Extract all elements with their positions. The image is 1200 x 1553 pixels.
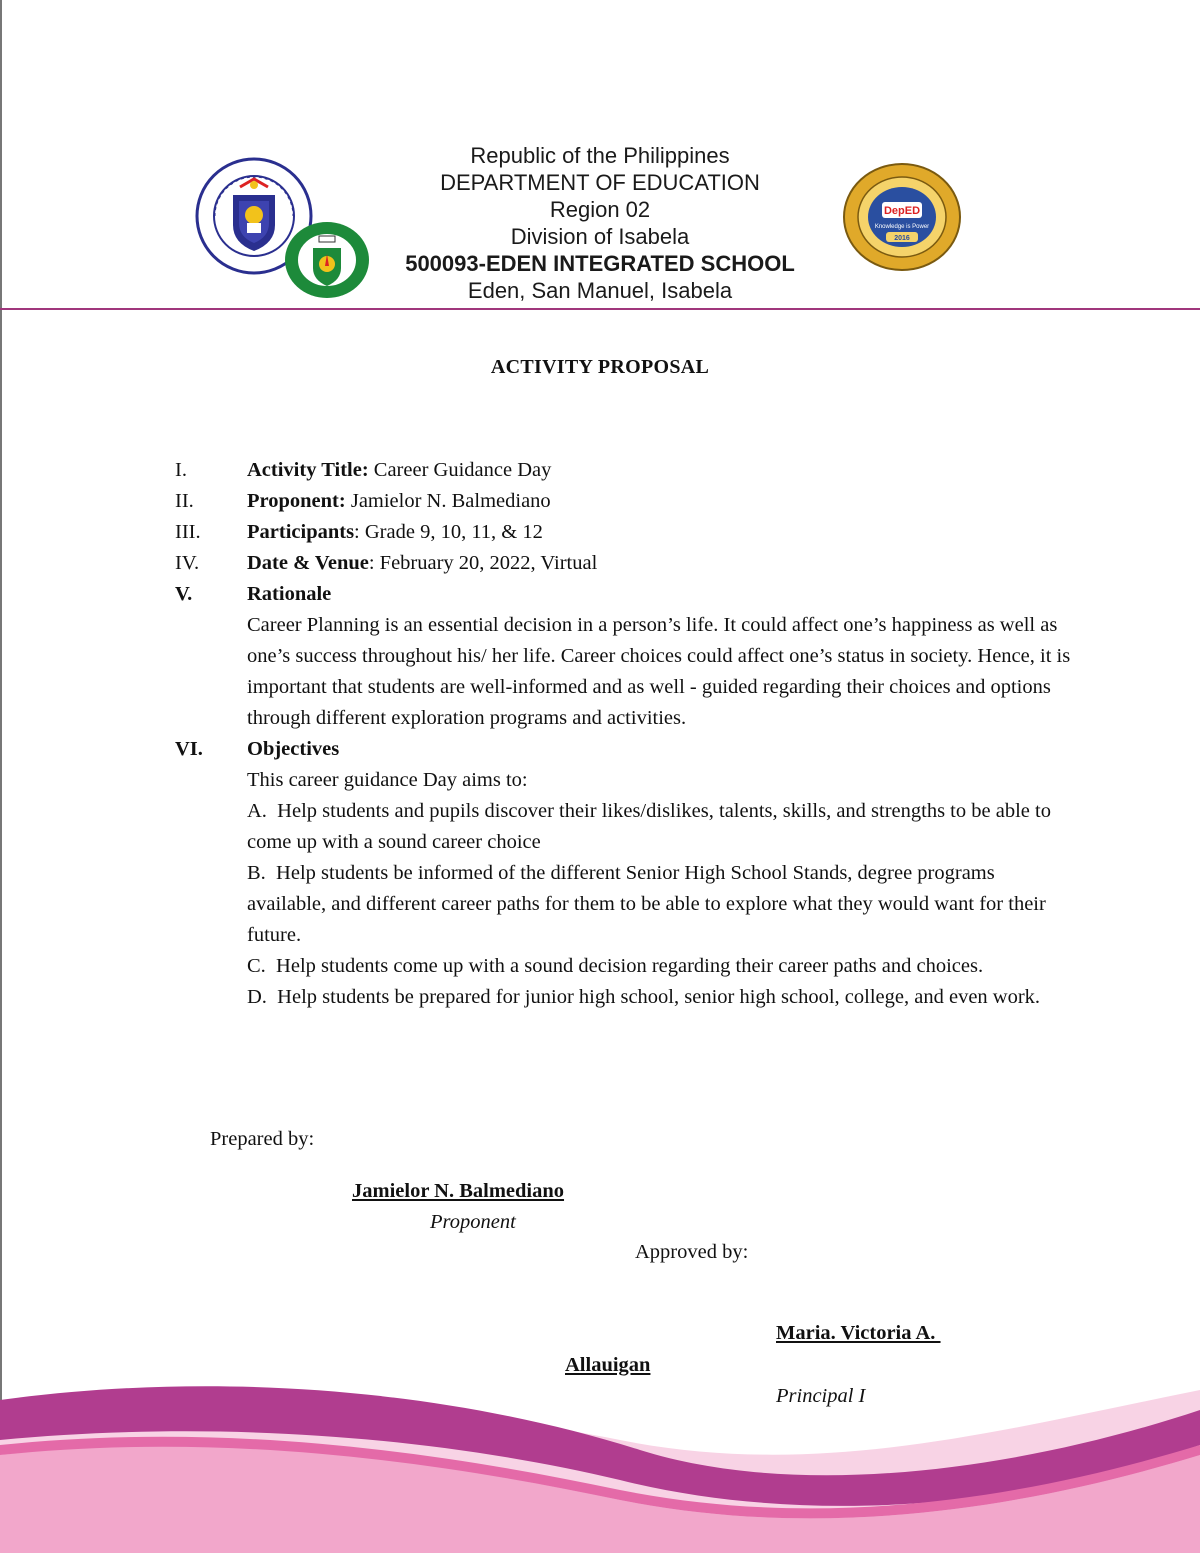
item-number: II.: [175, 490, 194, 512]
item-activity-title: [175, 455, 1075, 486]
item-label: Activity Title:: [247, 459, 369, 481]
item-value: : February 20, 2022, Virtual: [368, 552, 598, 574]
proposal-items: [175, 455, 1075, 1013]
principal-role: Principal I: [776, 1385, 866, 1407]
item-number: I.: [175, 459, 187, 481]
letterhead: [0, 142, 1200, 304]
svg-text:DepED: DepED: [883, 205, 921, 217]
document-title: ACTIVITY PROPOSAL: [490, 356, 710, 378]
proponent-signature-name: Jamielor N. Balmediano: [352, 1180, 565, 1202]
footer-wave-decoration: [0, 1360, 1200, 1553]
item-label: Objectives: [247, 738, 340, 760]
header-address: Eden, San Manuel, Isabela: [467, 278, 733, 303]
prepared-by-label: Prepared by:: [210, 1128, 315, 1150]
approved-by-label: Approved by:: [635, 1241, 749, 1263]
item-date-venue: [175, 548, 1075, 579]
item-label: Participants: [247, 521, 355, 543]
item-number: IV.: [175, 552, 200, 574]
header-school-name: 500093-EDEN INTEGRATED SCHOOL: [405, 251, 795, 276]
objectives-intro: This career guidance Day aims to:: [247, 769, 528, 791]
item-label: Proponent:: [247, 490, 346, 512]
header-region: Region 02: [549, 197, 651, 222]
proponent-role: Proponent: [430, 1211, 516, 1233]
svg-text:2016: 2016: [894, 235, 910, 242]
svg-text:Knowledge is Power: Knowledge is Power: [874, 224, 930, 230]
principal-name-last: Allauigan: [565, 1354, 651, 1376]
item-number: VI.: [175, 738, 203, 760]
item-objectives: [175, 734, 1075, 765]
objective-a: A. Help students and pupils discover their likes/dislikes, talents, skills, and strengths to be able to come up with a sound career choice: [247, 800, 1057, 853]
objective-b: B. Help students be informed of the different Senior High School Stands, degree programs available, and different career paths for them to be able to explore what they would want for their future.: [247, 862, 1051, 946]
header-republic: Republic of the Philippines: [470, 143, 730, 168]
rationale-text: Career Planning is an essential decision in a person’s life. It could affect one’s happiness as well as one’s success throughout his/ her life. Career choices could affect one’s status in society. Hence, it is important that students are well-informed and as well - guided regarding their choices and options through different exploration programs and activities.: [247, 614, 1071, 729]
header-department: DEPARTMENT OF EDUCATION: [440, 170, 760, 195]
item-label: Rationale: [247, 583, 332, 605]
item-number: III.: [175, 521, 201, 543]
item-label: Date & Venue: [247, 552, 369, 574]
item-value: Career Guidance Day: [368, 459, 552, 481]
item-participants: [175, 517, 1075, 548]
objective-c: C. Help students come up with a sound decision regarding their career paths and choices.: [247, 955, 984, 977]
item-value: Jamielor N. Balmediano: [345, 490, 551, 512]
header-division: Division of Isabela: [510, 224, 690, 249]
header-divider: [0, 308, 1200, 310]
principal-name-first: Maria. Victoria A.: [776, 1322, 941, 1344]
item-proponent: [175, 486, 1075, 517]
objective-d: D. Help students be prepared for junior high school, senior high school, college, and even work.: [247, 986, 1041, 1008]
item-number: V.: [175, 583, 193, 605]
item-value: : Grade 9, 10, 11, & 12: [354, 521, 543, 543]
item-rationale: [175, 579, 1075, 610]
